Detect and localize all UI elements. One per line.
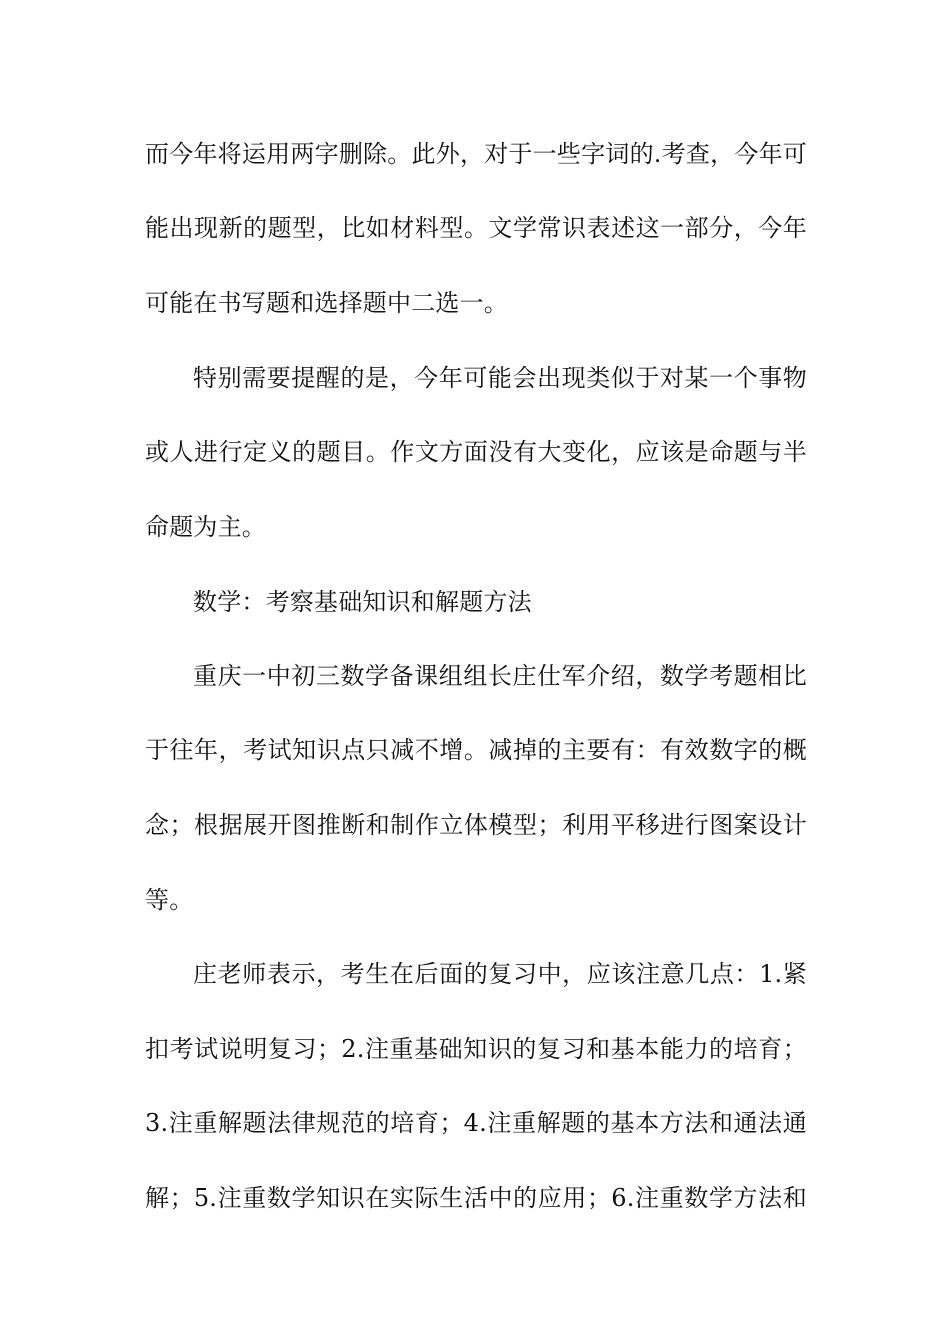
text-line: 扣考试说明复习；2.注重基础知识的复习和基本能力的培育； (145, 1035, 807, 1063)
text-line: 或人进行定义的题目。作文方面没有大变化，应该是命题与半 (145, 438, 807, 466)
text-line: 解；5.注重数学知识在实际生活中的应用；6.注重数学方法和 (145, 1184, 807, 1212)
text-line: 3.注重解题法律规范的培育；4.注重解题的基本方法和通法通 (145, 1109, 807, 1137)
section-heading: 数学：考察基础知识和解题方法 (193, 588, 532, 616)
text-line: 可能在书写题和选择题中二选一。 (145, 289, 508, 317)
paragraph-first-line: 庄老师表示，考生在后面的复习中，应该注意几点：1.紧 (193, 960, 807, 988)
text-line: 而今年将运用两字删除。此外，对于一些字词的.考查，今年可 (145, 140, 807, 168)
text-line: 能出现新的题型，比如材料型。文学常识表述这一部分，今年 (145, 214, 807, 242)
paragraph-first-line: 重庆一中初三数学备课组组长庄仕军介绍，数学考题相比 (193, 662, 807, 690)
text-line: 念；根据展开图推断和制作立体模型；利用平移进行图案设计 (145, 811, 807, 839)
text-line: 等。 (145, 886, 194, 914)
text-line: 命题为主。 (145, 513, 266, 541)
text-line: 于往年，考试知识点只减不增。减掉的主要有：有效数字的概 (145, 736, 807, 764)
paragraph-first-line: 特别需要提醒的是，今年可能会出现类似于对某一个事物 (193, 364, 807, 392)
